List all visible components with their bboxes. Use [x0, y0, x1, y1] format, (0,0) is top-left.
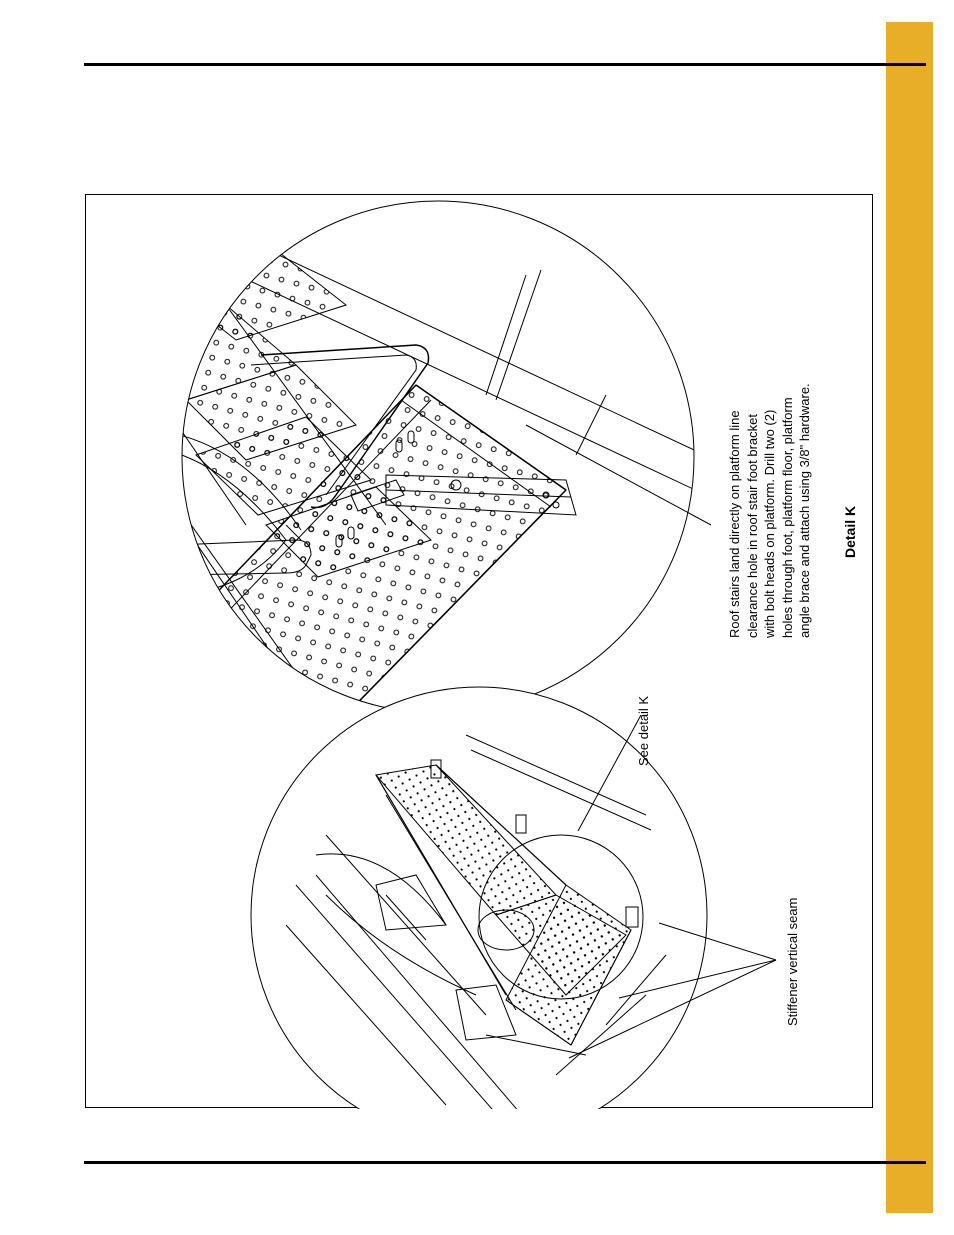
stair-drawing: [86, 195, 874, 1109]
header-rule: [84, 63, 926, 66]
section-tab: [886, 22, 933, 1213]
detail-note-line: angle brace and attach using 3/8" hardware.: [797, 383, 812, 638]
detail-note: [726, 383, 814, 638]
footer-rule: [84, 1161, 926, 1164]
detail-k-view: [106, 201, 726, 750]
see-detail-callout: See detail K: [636, 695, 651, 766]
detail-note-line: Roof stairs land directly on platform line: [727, 410, 742, 638]
figure-frame: [85, 194, 873, 1108]
detail-note-line: holes through foot, platform floor, platform: [779, 397, 795, 638]
detail-title: Detail K: [842, 505, 858, 558]
detail-note-line: with bolt heads on platform. Drill two (2): [762, 409, 777, 638]
detail-note-line: clearance hole in roof stair foot bracket: [744, 413, 760, 638]
stiffener-callout: Stiffener vertical seam: [785, 897, 800, 1026]
